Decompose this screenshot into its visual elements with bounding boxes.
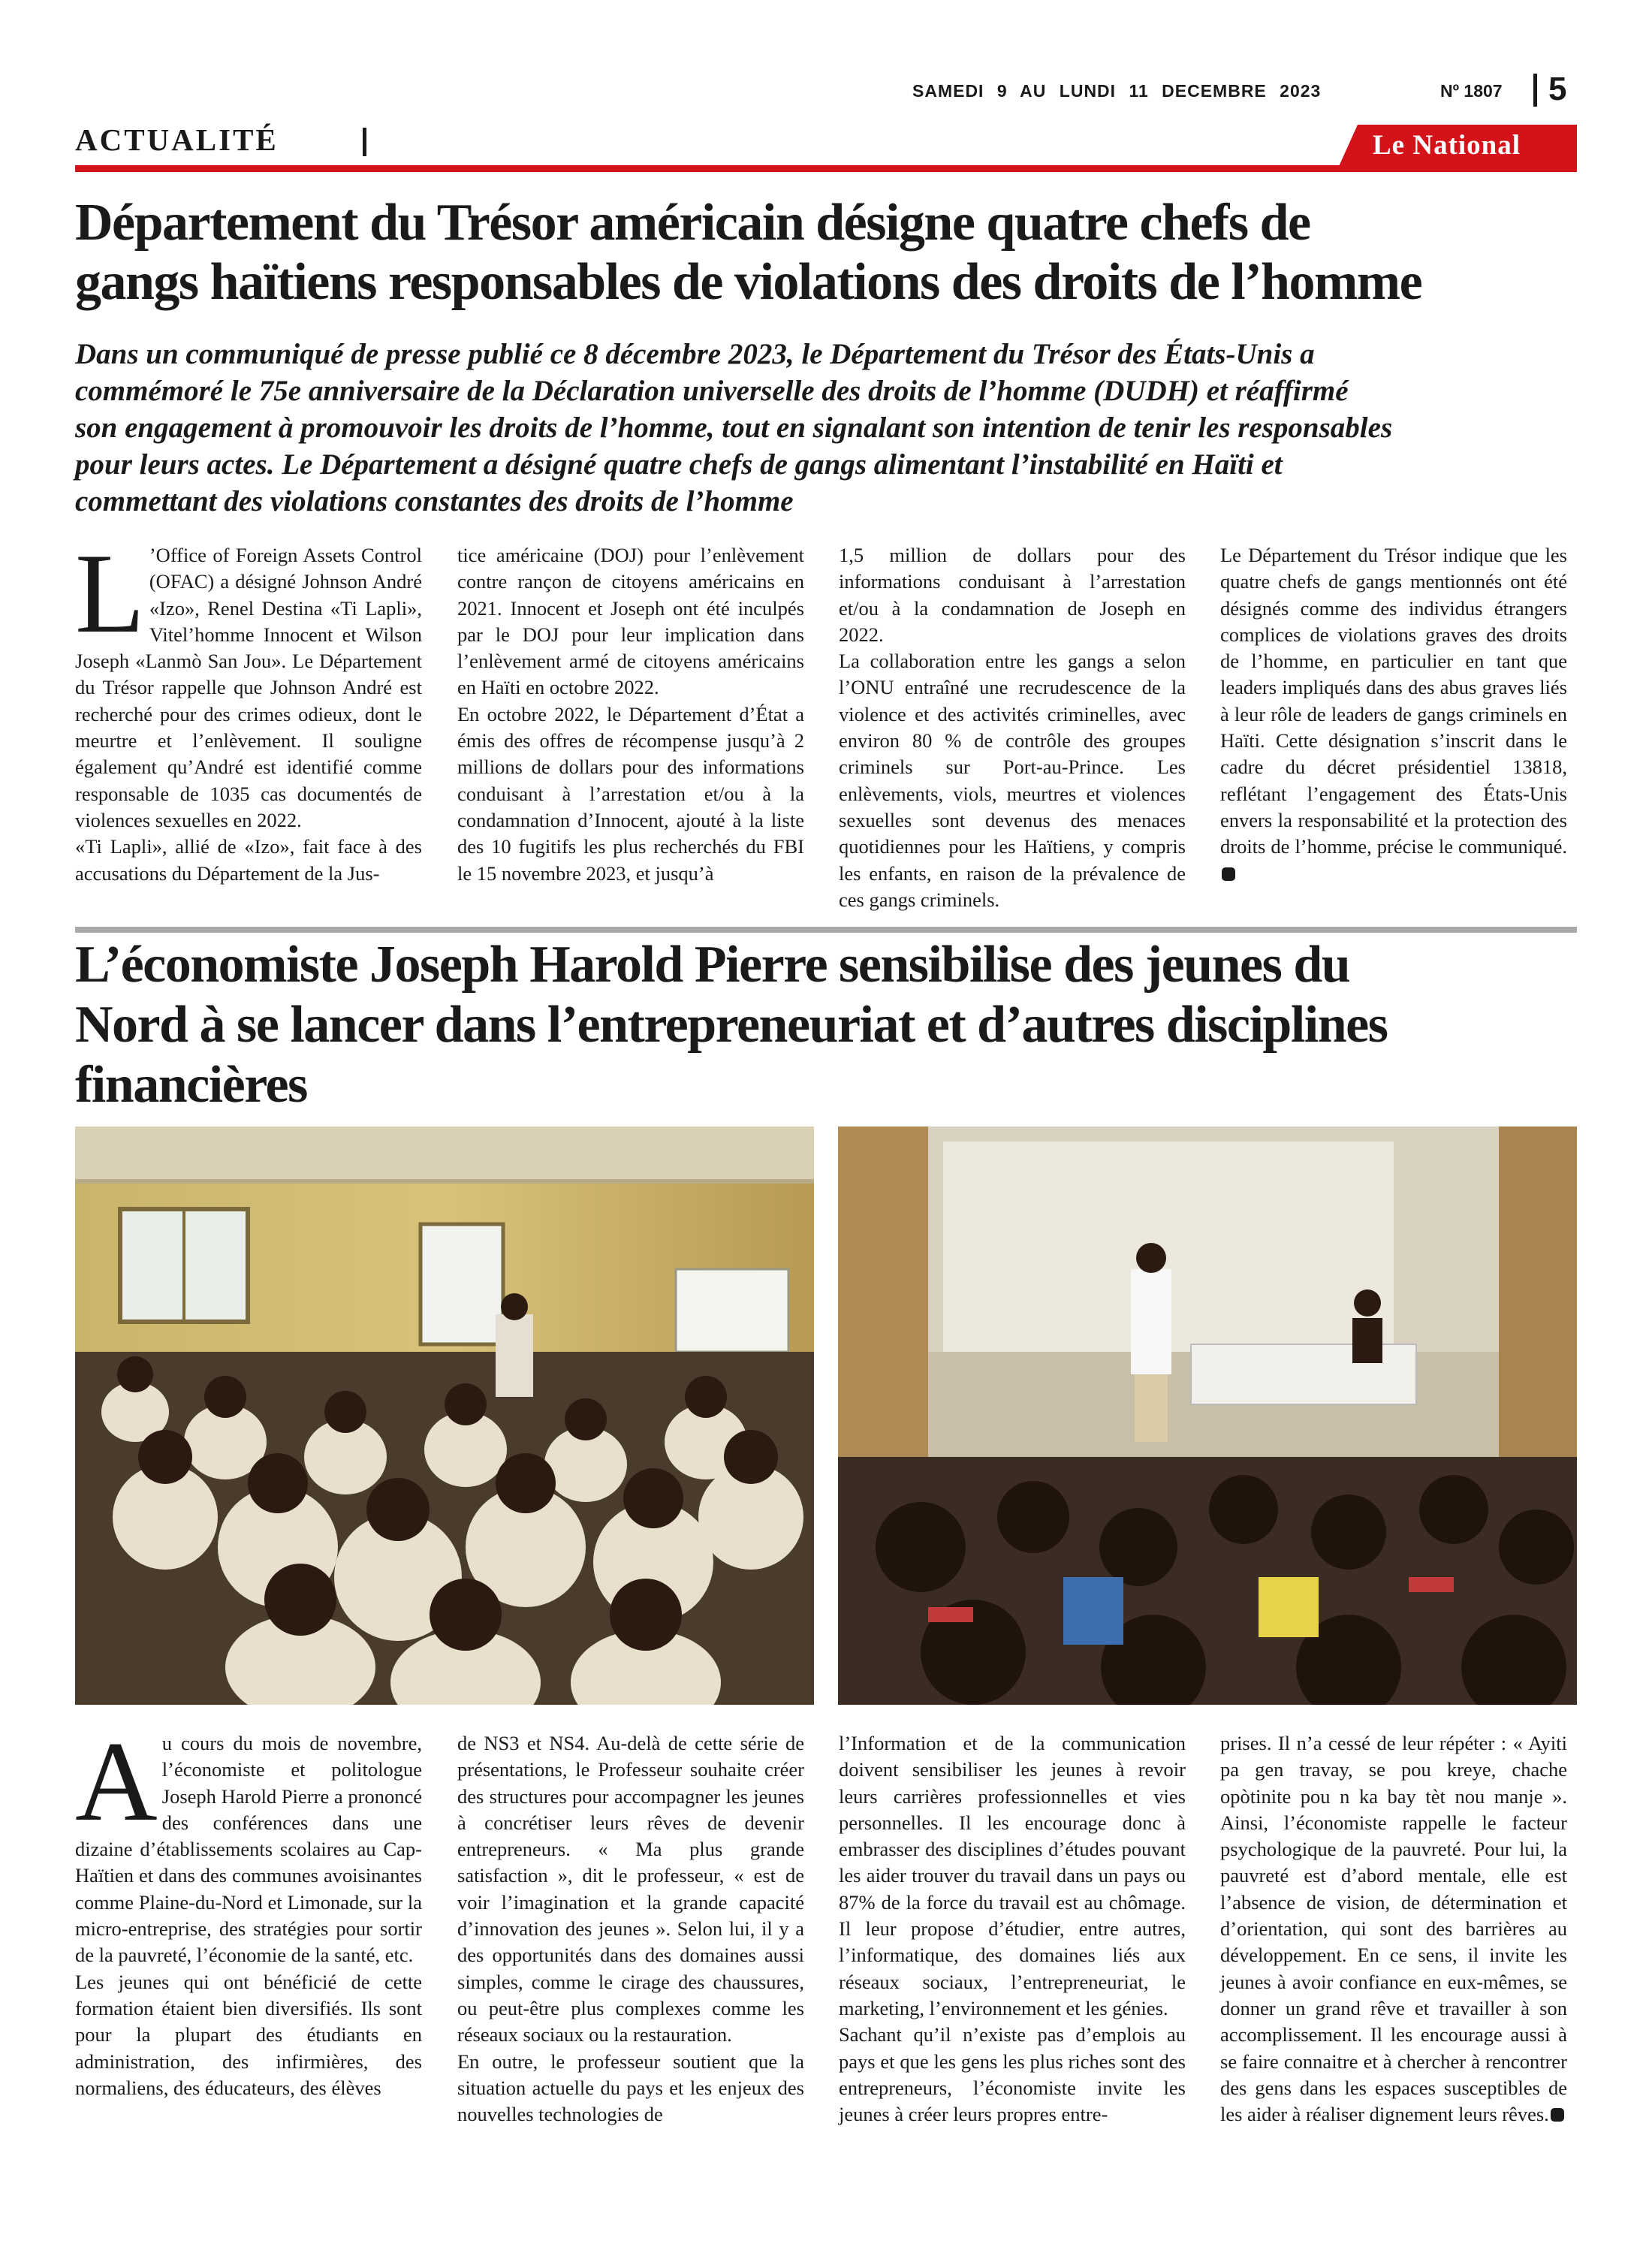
article1-lede-line3: son engagement à promouvoir les droits de l’homme, tout en signalant son intention de tenir les responsables	[75, 412, 1393, 444]
end-of-article-icon	[1551, 2108, 1564, 2122]
issue-number: Nº 1807	[1440, 81, 1503, 101]
article2-col3-paragraph2: Sachant qu’il n’existe pas d’emplois au pays et que les gens les plus riches sont des entrepreneurs, l’économiste invite les jeunes à créer leurs propres entre-	[839, 2023, 1186, 2126]
article1-headline-line2: gangs haïtiens responsables de violations des droits de l’homme	[75, 253, 1422, 311]
article2-headline-line2: Nord à se lancer dans l’entrepreneuriat et d’autres disciplines	[75, 996, 1388, 1054]
article1-lede-line1: Dans un communiqué de presse publié ce 8 décembre 2023, le Département du Trésor des États-Unis a	[75, 338, 1315, 370]
article-separator	[75, 927, 1577, 933]
article2-column-3	[839, 1730, 1186, 2128]
article2-headline-line3: financières	[75, 1056, 307, 1114]
article2-col4-paragraph1: prises. Il n’a cessé de leur répéter : « Ayiti pa gen travay, se pou kreye, chache opòtinite pou n ka bay tèt nou manje ». Ainsi, l’économiste rappelle le facteur psychologique de la pauvreté. Pour lui, la pauvreté est d’abord mentale, elle est l’absence de vision, de détermination et d’orientation, qui sont des barrières au développement. En ce sens, il invite les jeunes à avoir confiance en eux-mêmes, se donner un grand rêve et travailler à son accomplissement. Il les encourage aussi à se faire connaitre et à chercher à rencontrer des gens dans les espaces susceptibles de les aider à réaliser dignement leurs rêves.	[1220, 1732, 1567, 2126]
section-divider	[363, 128, 366, 156]
article1-col3-paragraph2: La collaboration entre les gangs a selon l’ONU entraîné une recrudescence de la violence et des activités criminelles, avec environ 80 % de contrôle des groupes criminels sur Port-au-Prince. Les enlèvements, viols, meurtres et violences sexuelles sont devenus des menaces quotidiennes pour les Haïtiens, y compris les enfants, en raison de la prévalence de ces gangs criminels.	[839, 650, 1186, 911]
header-divider	[1533, 74, 1537, 107]
article2-dropcap: A	[75, 1718, 158, 1844]
article2-col1-paragraph2: Les jeunes qui ont bénéficié de cette formation étaient bien diversifiés. Ils sont pour la plupart des étudiants en administration, des infirmières, des normaliens, des éducateurs, des élèves	[75, 1970, 422, 2099]
article1-col1-paragraph2: «Ti Lapli», allié de «Izo», fait face à des accusations du Département de la Jus-	[75, 835, 422, 885]
article2-column-2	[457, 1730, 804, 2128]
article2-headline-line1: L’économiste Joseph Harold Pierre sensibilise des jeunes du	[75, 936, 1350, 994]
article1-dropcap: L	[75, 530, 145, 656]
article1-lede-line2: commémoré le 75e anniversaire de la Déclaration universelle des droits de l’homme (DUDH) et réaffirmé	[75, 375, 1349, 407]
brand-name: Le National	[1373, 130, 1521, 161]
article1-lede-line5: commettant des violations constantes des droits de l’homme	[75, 485, 794, 517]
article1-column-4	[1220, 542, 1567, 887]
article1-col2-paragraph2: En octobre 2022, le Département d’État a émis des offres de récompense jusqu’à 2 millions de dollars pour des informations conduisant à l’arrestation et/ou à la condamnation d’Innocent, ajouté à la liste des 10 fugitifs les plus recherchés du FBI le 15 novembre 2023, et jusqu’à	[457, 702, 804, 885]
article2-column-4	[1220, 1730, 1567, 2128]
article1-lede-line4: pour leurs actes. Le Département a désigné quatre chefs de gangs alimentant l’instabilité en Haïti et	[75, 448, 1283, 481]
issue-date: SAMEDI 9 AU LUNDI 11 DECEMBRE 2023	[912, 81, 1322, 101]
article1-column-2	[457, 542, 804, 887]
article1-column-3	[839, 542, 1186, 913]
page-number: 5	[1548, 71, 1567, 107]
article2-col2-paragraph2: En outre, le professeur soutient que la situation actuelle du pays et les enjeux des nouvelles technologies de	[457, 2049, 804, 2126]
article1-col4-paragraph1: Le Département du Trésor indique que les quatre chefs de gangs mentionnés ont été désignés comme des individus étrangers complices de violations graves des droits de l’homme, en particulier en tant que leaders impliqués dans des abus graves liés à leur rôle de leaders de gangs criminels en Haïti. Cette désignation s’inscrit dans le cadre du décret présidentiel 13818, reflétant l’engagement des États-Unis envers la responsabilité et la protection des droits de l’homme, précise le communiqué.	[1220, 544, 1567, 858]
article2-col2-paragraph1: de NS3 et NS4. Au-delà de cette série de présentations, le Professeur souhaite créer des structures pour accompagner les jeunes à concrétiser leurs rêves de devenir entrepreneurs. « Ma plus grande satisfaction », dit le professeur, « est de voir l’imagination et la grande capacité d’innovation des jeunes ». Selon lui, il y a des opportunités dans des domaines aussi simples, comme le cirage des chaussures, ou peut-être plus complexes comme les réseaux sociaux ou la restauration.	[457, 1732, 804, 2046]
article1-col3-paragraph1: 1,5 million de dollars pour des informations conduisant à l’arrestation et/ou à la condamnation de Joseph en 2022.	[839, 544, 1186, 646]
section-title: ACTUALITÉ	[75, 122, 279, 157]
article2-col3-paragraph1: l’Information et de la communication doivent sensibiliser les jeunes à revoir leurs carrières professionnelles et vies personnelles. Il les encourage donc à embrasser des disciplines d’études pouvant les aider trouver du travail dans un pays ou 87% de la force du travail est au chômage. Il leur propose d’étudier, entre autres, l’informatique, des domaines liés aux réseaux sociaux, l’entrepreneuriat, le marketing, l’environnement et les génies.	[839, 1732, 1186, 2019]
speaker-auditorium-photo	[838, 1126, 1577, 1705]
article1-col1-paragraph1: ’Office of Foreign Assets Control (OFAC) a désigné Johnson André «Izo», Renel Destina «Ti Lapli», Vitel’homme Innocent et Wilson Joseph «Lanmò San Jou». Le Département du Trésor rappelle que Johnson André est recherché pour des crimes odieux, dont le meurtre et l’enlèvement. Il souligne également qu’André est identifié comme responsable de 1035 cas documentés de violences sexuelles en 2022.	[75, 544, 422, 831]
article1-col2-paragraph1: tice américaine (DOJ) pour l’enlèvement contre rançon de citoyens américains en 2021. Innocent et Joseph ont été inculpés par le DOJ pour leur implication dans l’enlèvement armé de citoyens américains en Haïti en octobre 2022.	[457, 544, 804, 699]
article2-column-1	[75, 1718, 422, 2101]
classroom-audience-photo	[75, 1126, 814, 1705]
article1-column-1	[75, 530, 422, 887]
article2-col1-paragraph1: u cours du mois de novembre, l’économiste et politologue Joseph Harold Pierre a prononcé des conférences dans une dizaine d’établissements scolaires au Cap-Haïtien et dans des communes avoisinantes comme Plaine-du-Nord et Limonade, sur la micro-entreprise, des stratégies pour sortir de la pauvreté, l’économie de la santé, etc.	[75, 1732, 422, 1967]
article1-headline-line1: Département du Trésor américain désigne quatre chefs de	[75, 194, 1310, 252]
end-of-article-icon	[1222, 867, 1235, 881]
